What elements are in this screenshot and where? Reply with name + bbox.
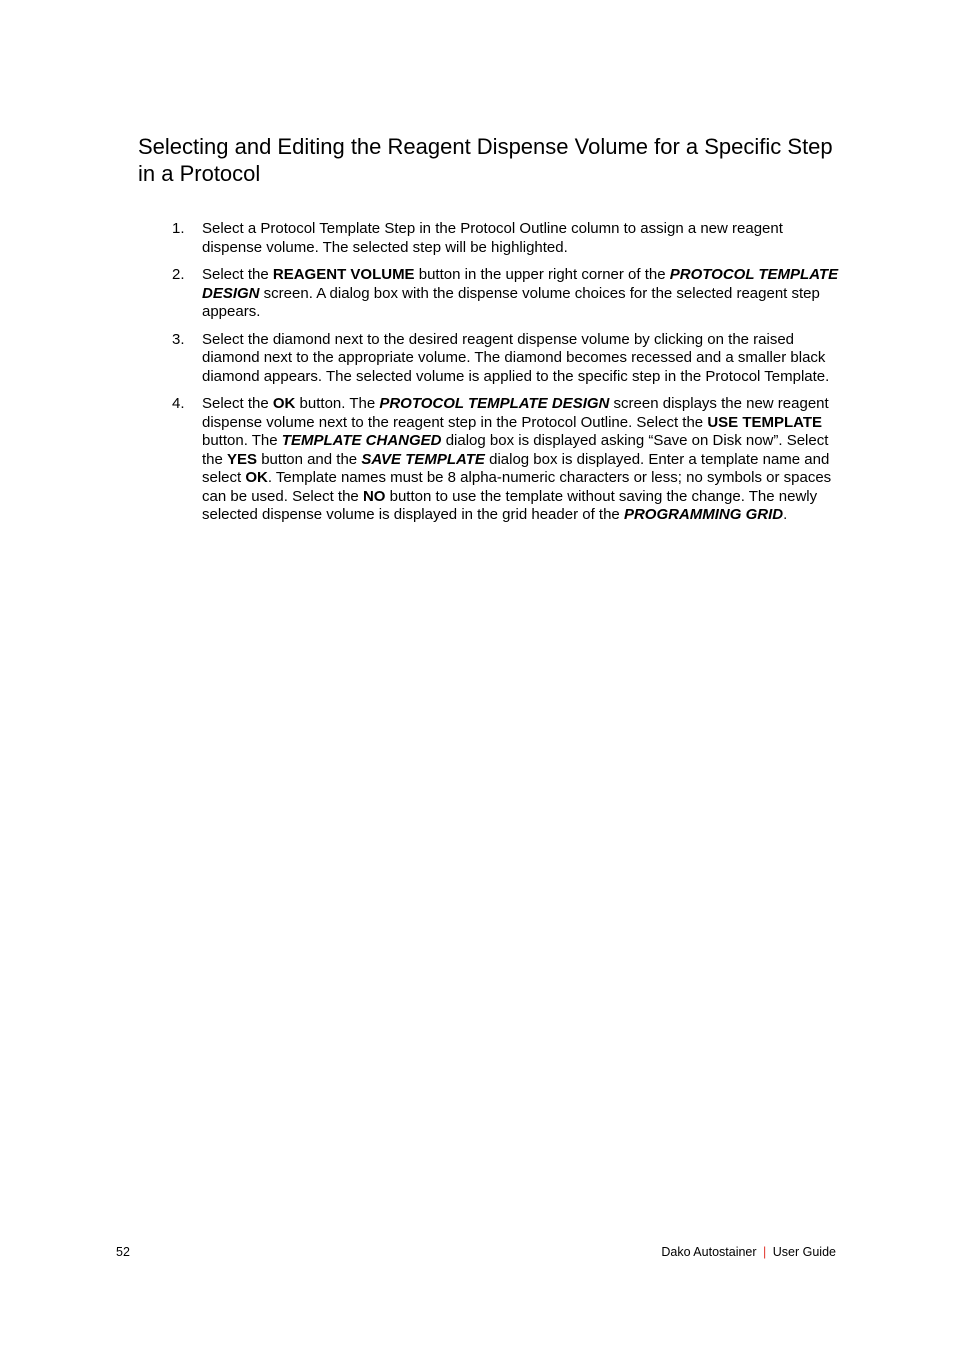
text-run: button. The [202, 432, 282, 449]
step-text [202, 395, 831, 523]
screen-name-term: TEMPLATE CHANGED [281, 432, 442, 449]
text-run: screen displays the new reagent dispense volume next to the reagent step in the Protocol Outline. Select the [202, 395, 829, 431]
step-text [202, 331, 829, 385]
footer-separator: | [763, 1245, 767, 1259]
text-run: Select the [202, 395, 273, 412]
text-run: button in the upper right corner of the [414, 266, 670, 283]
step-number: 4. [172, 395, 185, 412]
step-number: 3. [172, 330, 185, 348]
text-run: . Template names must be 8 alpha-numeric characters or less; no symbols or spaces can be used. Select the [202, 469, 832, 505]
text-run: button to use the template without saving the change. The newly selected dispense volume is displayed in the grid header of the [202, 487, 818, 523]
text-run: dialog box is displayed asking “Save on Disk now”. Select the [202, 432, 829, 468]
text-run: . [783, 506, 788, 523]
text-run: Select a Protocol Template Step in the Protocol Outline column to assign a new reagent dispense volume. The selected step will be highlighted. [202, 220, 783, 256]
footer-product: Dako Autostainer [661, 1245, 757, 1259]
list-item [172, 266, 840, 322]
bold-term: NO [362, 487, 386, 505]
screen-name-term: PROTOCOL TEMPLATE DESIGN [202, 266, 839, 302]
bold-term: REAGENT VOLUME [272, 266, 415, 283]
screen-name-term: SAVE TEMPLATE [361, 450, 485, 468]
list-item [172, 395, 840, 525]
footer-title [661, 1245, 836, 1259]
text-run: button and the [257, 450, 362, 468]
bold-term: USE TEMPLATE [707, 413, 823, 431]
text-run: Select the [202, 266, 273, 283]
bold-term: OK [272, 395, 296, 412]
page-number: 52 [116, 1245, 130, 1259]
list-item [172, 220, 840, 257]
steps-list [172, 220, 840, 534]
page-heading: Selecting and Editing the Reagent Dispense Volume for a Specific Step in a Protocol [138, 134, 833, 186]
footer-doc-type: User Guide [772, 1245, 836, 1259]
text-run: Select the diamond next to the desired reagent dispense volume by clicking on the raised diamond next to the appropriate volume. The diamond becomes recessed and a smaller black diamond appears. The selected volume is applied to the specific step in the Protocol Template. [202, 330, 830, 385]
text-run: button. The [295, 395, 380, 412]
step-number: 1. [172, 220, 185, 237]
bold-term: YES [227, 450, 258, 468]
step-number: 2. [172, 266, 185, 283]
text-run: dialog box is displayed. Enter a template name and select [202, 450, 830, 486]
bold-term: OK [245, 469, 268, 486]
screen-name-term: PROTOCOL TEMPLATE DESIGN [379, 395, 610, 412]
list-item [172, 331, 840, 387]
step-text [202, 220, 783, 256]
text-run: screen. A dialog box with the dispense volume choices for the selected reagent step appears. [202, 284, 820, 320]
step-text [202, 266, 838, 320]
screen-name-term: PROGRAMMING GRID [623, 506, 784, 523]
